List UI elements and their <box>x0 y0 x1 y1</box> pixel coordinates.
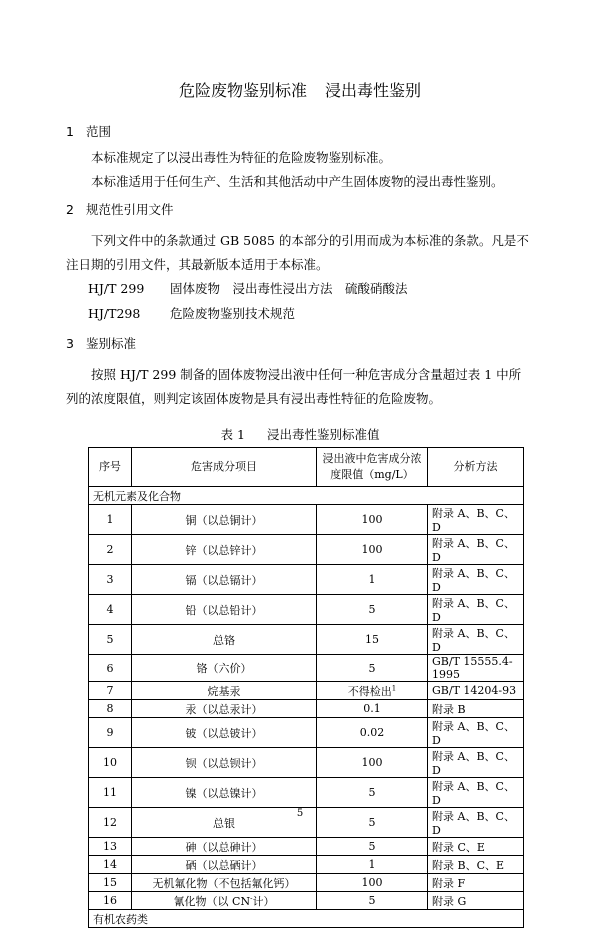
table-row: 8 汞（以总汞计） 0.1 附录 B <box>89 700 524 718</box>
section1-heading: 1 范围 <box>66 124 112 139</box>
header-method: 分析方法 <box>428 448 524 487</box>
table-row: 13 砷（以总砷计） 5 附录 C、E <box>89 838 524 856</box>
reference-title: 固体废物 浸出毒性浸出方法 硫酸硝酸法 <box>170 281 408 296</box>
header-no: 序号 <box>89 448 132 487</box>
title-part1: 危险废物鉴别标准 <box>178 81 307 100</box>
leaching-toxicity-table <box>88 447 524 928</box>
title-part2: 浸出毒性鉴别 <box>325 81 422 100</box>
reference-item <box>88 304 295 322</box>
table-row: 10 钡（以总钡计） 100 附录 A、B、C、D <box>89 748 524 778</box>
reference-item <box>88 279 408 297</box>
table-row: 9 铍（以总铍计） 0.02 附录 A、B、C、D <box>89 718 524 748</box>
table-row: 6 铬（六价） 5 GB/T 15555.4-1995 <box>89 655 524 682</box>
table-row: 3 镉（以总镉计） 1 附录 A、B、C、D <box>89 565 524 595</box>
section2-heading: 2 规范性引用文件 <box>66 202 174 217</box>
table-row: 2 锌（以总锌计） 100 附录 A、B、C、D <box>89 535 524 565</box>
table-group-row: 有机农药类 <box>89 910 524 928</box>
table-row: 5 总铬 15 附录 A、B、C、D <box>89 625 524 655</box>
table-row: 1 铜（以总铜计） 100 附录 A、B、C、D <box>89 505 524 535</box>
document-title <box>0 78 600 101</box>
header-name: 危害成分项目 <box>132 448 317 487</box>
section2-paragraph: 下列文件中的条款通过 GB 5085 的本部分的引用而成为本标准的条款。凡是不注日期的引用文件，其最新版本适用于本标准。 <box>66 233 529 272</box>
reference-code: HJ/T 299 <box>88 281 145 296</box>
section1-line1: 本标准规定了以浸出毒性为特征的危险废物鉴别标准。 <box>91 150 392 165</box>
table-row: 15 无机氟化物（不包括氟化钙） 100 附录 F <box>89 874 524 892</box>
reference-title: 危险废物鉴别技术规范 <box>170 306 296 321</box>
table-header-row <box>89 448 524 487</box>
header-limit: 浸出液中危害成分浓 度限值（mg/L） <box>317 448 428 487</box>
section3-heading: 3 鉴别标准 <box>66 336 137 351</box>
section3-paragraph: 按照 HJ/T 299 制备的固体废物浸出液中任何一种危害成分含量超过表 1 中所列的浓度限值，则判定该固体废物是具有浸出毒性特征的危险废物。 <box>66 367 522 406</box>
table-group-row: 无机元素及化合物 <box>89 487 524 505</box>
page-number: 5 <box>296 808 304 819</box>
table-row: 16 氰化物（以 CN-计） 5 附录 G <box>89 892 524 910</box>
section1-line2: 本标准适用于任何生产、生活和其他活动中产生固体废物的浸出毒性鉴别。 <box>91 174 504 189</box>
reference-code: HJ/T298 <box>88 306 141 321</box>
table-row: 12 总银 5 附录 A、B、C、D <box>89 808 524 838</box>
table-row: 4 铅（以总铅计） 5 附录 A、B、C、D <box>89 595 524 625</box>
table-caption: 表 1 浸出毒性鉴别标准值 <box>220 427 380 442</box>
table-row: 11 镍（以总镍计） 5 附录 A、B、C、D <box>89 778 524 808</box>
table-row: 14 硒（以总硒计） 1 附录 B、C、E <box>89 856 524 874</box>
table-row: 7 烷基汞 不得检出$^1$ GB/T 14204-93 <box>89 682 524 700</box>
footnote-marker: 1 <box>391 683 397 692</box>
